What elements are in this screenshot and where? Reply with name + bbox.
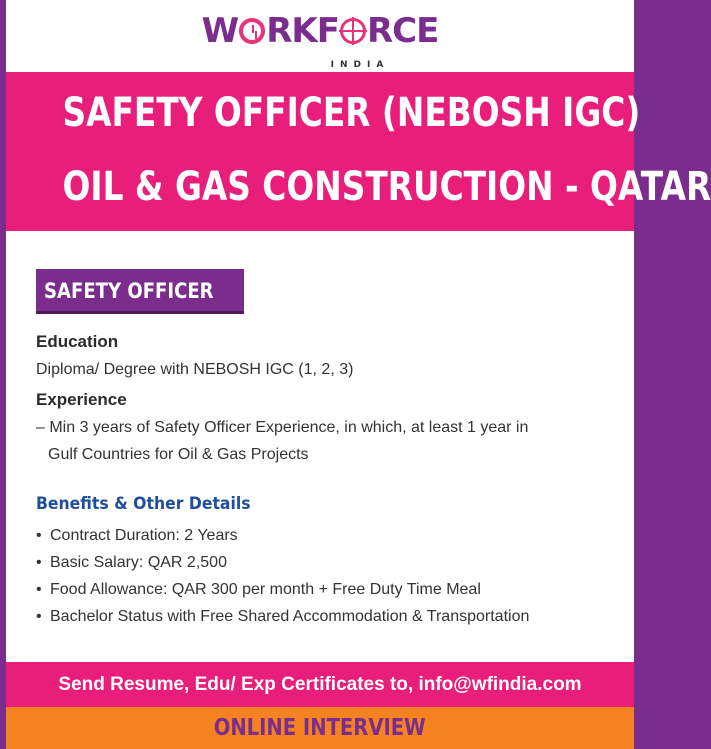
logo-text-rkf: RKF [266,11,339,51]
bullet-icon: • [36,608,42,625]
list-item [36,603,529,630]
contact-text[interactable]: Send Resume, Edu/ Exp Certificates to, info@wfindia.com [58,674,582,695]
job-poster [6,0,711,749]
benefits-list [36,522,529,630]
bullet-icon: • [36,527,42,544]
bullet-icon: • [36,554,42,571]
experience-line-2: Gulf Countries for Oil & Gas Projects [48,446,309,463]
experience-line-1: – Min 3 years of Safety Officer Experience, in which, at least 1 year in [36,419,529,436]
benefit-text: Food Allowance: QAR 300 per month + Free Duty Time Meal [50,581,481,598]
education-text: Diploma/ Degree with NEBOSH IGC (1, 2, 3) [36,361,354,378]
bullet-icon: • [36,581,42,598]
title-banner [6,72,711,231]
logo-text-w: W [201,11,239,51]
benefit-text: Basic Salary: QAR 2,500 [50,554,227,571]
interview-bar [6,707,634,749]
target-icon [340,18,366,44]
list-item [36,522,529,549]
title-line-1: SAFETY OFFICER (NEBOSH IGC) [62,90,641,136]
logo-text-rce: RCE [366,11,439,51]
benefit-text: Contract Duration: 2 Years [50,527,238,544]
position-tag [36,269,244,314]
benefit-text: Bachelor Status with Free Shared Accommodation & Transportation [50,608,530,625]
benefits-heading: Benefits & Other Details [36,494,251,514]
title-line-2: OIL & GAS CONSTRUCTION - QATAR [62,164,711,210]
clock-icon [239,18,265,44]
list-item [36,576,529,603]
position-tag-label: SAFETY OFFICER [44,279,214,303]
list-item [36,549,529,576]
interview-text: ONLINE INTERVIEW [214,715,426,741]
logo-subtitle: INDIA [330,60,390,70]
experience-text [36,414,616,468]
contact-bar [6,662,634,707]
education-heading: Education [36,332,119,351]
experience-heading: Experience [36,390,127,409]
